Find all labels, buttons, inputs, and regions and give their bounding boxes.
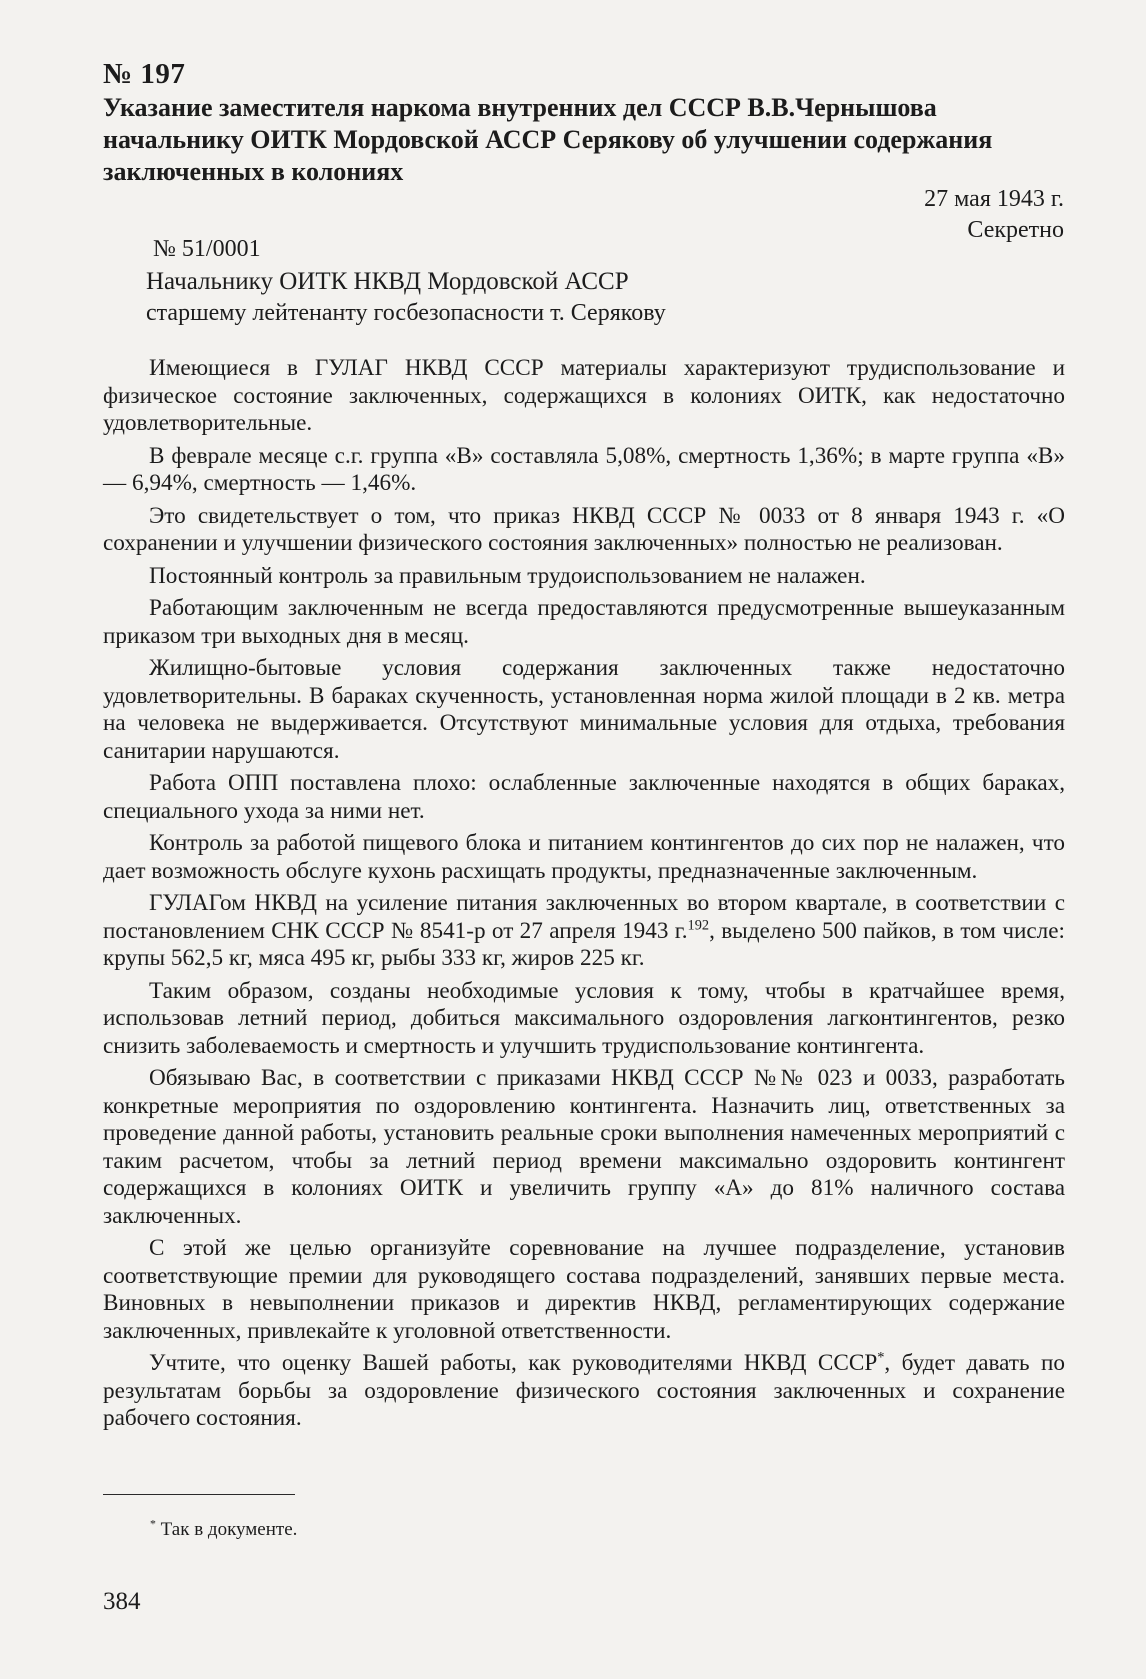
footnote-text: Так в документе.	[155, 1519, 298, 1540]
footnote-marker: *	[877, 1349, 885, 1366]
addressee-line-1: Начальнику ОИТК НКВД Мордовской АССР	[146, 268, 629, 295]
closing-text-end: , будет давать по результатам борьбы за оздоровление физического состояния заключенных и сохранение рабочего состояния.	[103, 1350, 1065, 1431]
document-number: № 197	[103, 58, 186, 90]
closing-text-start: Учтите, что оценку Вашей работы, как руководителями НКВД СССР	[149, 1350, 878, 1376]
registration-number: № 51/0001	[153, 236, 261, 262]
body-paragraph: Работа ОПП поставлена плохо: ослабленные заключенные находятся в общих бараках, специального ухода за ними нет.	[103, 770, 1065, 824]
footnote-mark: *	[150, 1517, 156, 1531]
body-paragraph: В феврале месяце с.г. группа «В» составляла 5,08%, смертность 1,36%; в марте группа «В» — 6,94%, смертность — 1,46%.	[103, 442, 1065, 496]
document-date: 27 мая 1943 г.	[924, 186, 1064, 212]
body-paragraph: С этой же целью организуйте соревнование на лучшее подразделение, установив соответствующие премии для руководящего состава подразделений, занявших первые места. Виновных в невыполнении приказов и директив НКВД, регламентирующих содержание заключенных, привлекайте к уголовной ответственности.	[103, 1235, 1065, 1344]
body-paragraph: Работающим заключенным не всегда предоставляются предусмотренные вышеуказанным приказом три выходных дня в месяц.	[103, 595, 1065, 649]
body-paragraph: Обязываю Вас, в соответствии с приказами НКВД СССР №№ 023 и 0033, разработать конкретные мероприятия по оздоровлению контингента. Назначить лиц, ответственных за проведение данной работы, установить реальные сроки выполнения намеченных мероприятий с таким расчетом, чтобы за летний период времени максимально оздоровить контингент содержащихся в колониях ОИТК и увеличить группу «А» до 81% наличного состава заключенных.	[103, 1065, 1065, 1229]
body-paragraph-rations	[103, 890, 1065, 973]
document-body	[103, 355, 1065, 1438]
addressee-line-2: старшему лейтенанту госбезопасности т. Серякову	[146, 300, 666, 326]
body-paragraph: Контроль за работой пищевого блока и питанием контингентов до сих пор не налажен, что дает возможность обслуге кухонь расхищать продукты, предназначенные заключенным.	[103, 830, 1065, 884]
footnote-divider	[103, 1494, 295, 1495]
body-paragraph: Постоянный контроль за правильным трудоиспользованием не налажен.	[149, 562, 866, 589]
rations-text-start: ГУЛАГом НКВД на усиление питания заключенных во втором квартале, в соответствии с постановлением СНК СССР № 8541-р от 27 апреля 1943 г.	[103, 890, 1065, 944]
reference-superscript: 192	[687, 916, 710, 933]
document-title: Указание заместителя наркома внутренних дел СССР В.В.Чернышова начальнику ОИТК Мордовской АССР Серякову об улучшении содержания заключенных в колониях	[103, 93, 993, 186]
page-number: 384	[103, 1588, 141, 1615]
body-paragraph: Это свидетельствует о том, что приказ НКВД СССР № 0033 от 8 января 1943 г. «О сохранении и улучшении физического состояния заключенных» полностью не реализован.	[103, 502, 1065, 556]
footnote	[150, 1519, 297, 1541]
body-paragraph-closing	[103, 1350, 1065, 1433]
body-paragraph: Таким образом, созданы необходимые условия к тому, чтобы в кратчайшее время, использовав летний период, добиться максимального оздоровления лагконтингентов, резко снизить заболеваемость и смертность и улучшить трудиспользование контингента.	[103, 977, 1065, 1059]
classification-label: Секретно	[967, 217, 1064, 243]
rations-text-end: , выделено 500 пайков, в том числе: крупы 562,5 кг, мяса 495 кг, рыбы 333 кг, жиров 225 кг.	[103, 917, 1065, 971]
body-paragraph: Имеющиеся в ГУЛАГ НКВД СССР материалы характеризуют трудиспользование и физическое состояние заключенных, содержащихся в колониях ОИТК, как недостаточно удовлетворительные.	[103, 355, 1065, 436]
body-paragraph: Жилищно-бытовые условия содержания заключенных также недостаточно удовлетворительны. В бараках скученность, установленная норма жилой площади в 2 кв. метра на человека не выдерживается. Отсутствуют минимальные условия для отдыха, требования санитарии нарушаются.	[103, 655, 1065, 764]
